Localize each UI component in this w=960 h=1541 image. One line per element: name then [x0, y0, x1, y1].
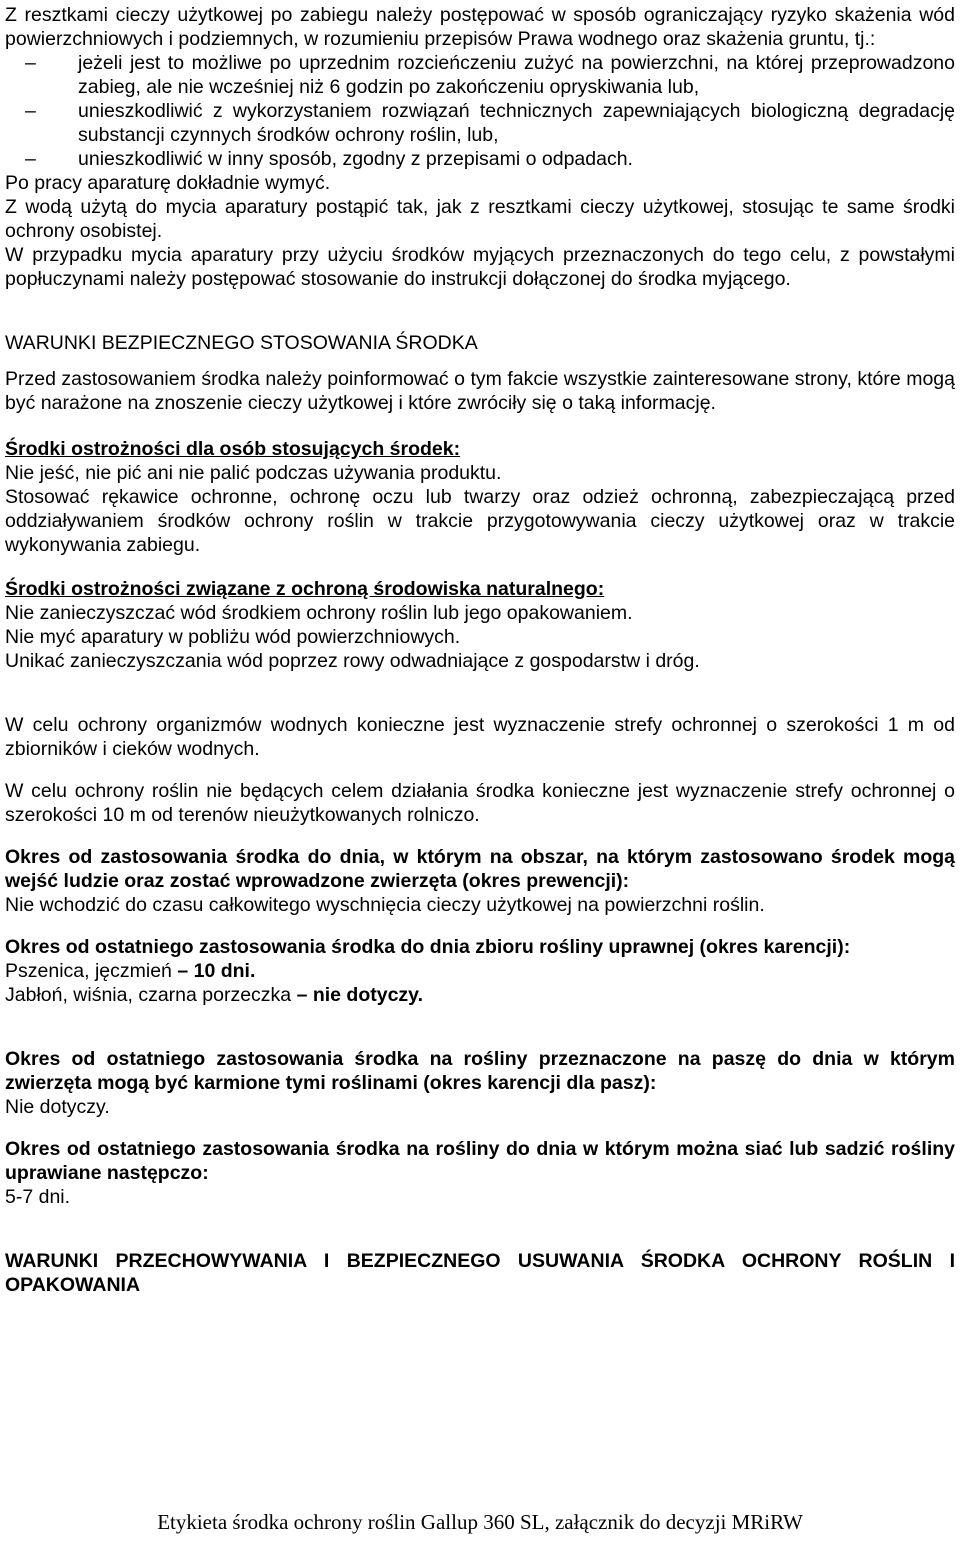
- page-footer: Etykieta środka ochrony roślin Gallup 360 SL, załącznik do decyzji MRiRW: [157, 1510, 803, 1534]
- wash-water-text: Z wodą użytą do mycia aparatury postąpić tak, jak z resztkami cieczy użytkowej, stosując te same środki ochrony osobistej.: [5, 196, 955, 242]
- reentry-text: Nie wchodzić do czasu całkowitego wyschnięcia cieczy użytkowej na powierzchni roślin.: [5, 894, 765, 916]
- harvest-value: 10 dni.: [193, 960, 256, 982]
- user-precautions-heading: Środki ostrożności dla osób stosujących środek:: [5, 438, 461, 460]
- harvest-dash: –: [177, 960, 194, 982]
- harvest-dash: –: [296, 984, 313, 1006]
- label-document: [5, 3, 955, 1297]
- dash-bullet: –: [25, 100, 36, 122]
- harvest-interval-heading: Okres od ostatniego zastosowania środka do dnia zbioru rośliny uprawnej (okres karencji):: [5, 936, 851, 958]
- env-precaution-item: Nie zanieczyszczać wód środkiem ochrony roślin lub jego opakowaniem.: [5, 602, 633, 624]
- harvest-row: [5, 983, 955, 1007]
- inform-text: Przed zastosowaniem środka należy poinformować o tym fakcie wszystkie zainteresowane strony, które mogą być narażone na znoszenie cieczy użytkowej i które zwróciły się o taką informację.: [5, 368, 955, 414]
- harvest-crop: Pszenica, jęczmień: [5, 960, 178, 982]
- residue-intro: Z resztkami cieczy użytkowej po zabiegu należy postępować w sposób ograniczający ryzyko skażenia wód powierzchniowych i podziemnych, w rozumieniu przepisów Prawa wodnego oraz skażenia gruntu, tj.:: [5, 4, 955, 50]
- user-precaution-item: Nie jeść, nie pić ani nie palić podczas używania produktu.: [5, 462, 502, 484]
- env-precautions-heading: Środki ostrożności związane z ochroną środowiska naturalnego:: [5, 578, 605, 600]
- wash-agents-text: W przypadku mycia aparatury przy użyciu środków myjących przeznaczonych do tego celu, z powstałymi popłuczynami należy postępować stosowanie do instrukcji dołączonej do środka myjącego.: [5, 244, 955, 290]
- buffer-aquatic-text: W celu ochrony organizmów wodnych konieczne jest wyznaczenie strefy ochronnej o szerokości 1 m od zbiorników i cieków wodnych.: [5, 714, 955, 760]
- harvest-value: nie dotyczy.: [312, 984, 423, 1006]
- buffer-plants-text: W celu ochrony roślin nie będących celem działania środka konieczne jest wyznaczenie strefy ochronnej o szerokości 10 m od terenów nieużytkowanych rolniczo.: [5, 780, 955, 826]
- residue-option-text: unieszkodliwić w inny sposób, zgodny z przepisami o odpadach.: [78, 148, 633, 170]
- feed-interval-text: Nie dotyczy.: [5, 1096, 110, 1118]
- succession-heading: Okres od ostatniego zastosowania środka na rośliny do dnia w którym można siać lub sadzić rośliny uprawiane następczo:: [5, 1138, 955, 1184]
- dash-bullet: –: [25, 148, 36, 170]
- dash-bullet: –: [25, 52, 36, 74]
- env-precaution-item: Unikać zanieczyszczania wód poprzez rowy odwadniające z gospodarstw i dróg.: [5, 650, 700, 672]
- residue-option: [5, 99, 955, 147]
- residue-option: [5, 51, 955, 99]
- harvest-crop: Jabłoń, wiśnia, czarna porzeczka: [5, 984, 297, 1006]
- storage-heading: WARUNKI PRZECHOWYWANIA I BEZPIECZNEGO USUWANIA ŚRODKA OCHRONY ROŚLIN I OPAKOWANIA: [5, 1250, 955, 1296]
- reentry-heading: Okres od zastosowania środka do dnia, w którym na obszar, na którym zastosowano środek mogą wejść ludzie oraz zostać wprowadzone zwierzęta (okres prewencji):: [5, 846, 955, 892]
- residue-option-text: jeżeli jest to możliwe po uprzednim rozcieńczeniu zużyć na powierzchni, na której przeprowadzono zabieg, ale nie wcześniej niż 6 godzin po zakończeniu opryskiwania lub,: [78, 52, 955, 98]
- residue-options-list: [5, 51, 955, 171]
- feed-interval-heading: Okres od ostatniego zastosowania środka na rośliny przeznaczone na paszę do dnia w którym zwierzęta mogą być karmione tymi roślinami (okres karencji dla pasz):: [5, 1048, 955, 1094]
- env-precaution-item: Nie myć aparatury w pobliżu wód powierzchniowych.: [5, 626, 461, 648]
- safe-use-heading: WARUNKI BEZPIECZNEGO STOSOWANIA ŚRODKA: [5, 332, 478, 354]
- residue-option-text: unieszkodliwić z wykorzystaniem rozwiązań technicznych zapewniających biologiczną degradację substancji czynnych środków ochrony roślin, lub,: [78, 100, 955, 146]
- succession-text: 5-7 dni.: [5, 1186, 71, 1208]
- after-use-text: Po pracy aparaturę dokładnie wymyć.: [5, 172, 331, 194]
- residue-option: [5, 147, 955, 171]
- harvest-row: [5, 959, 955, 983]
- user-precaution-item: Stosować rękawice ochronne, ochronę oczu lub twarzy oraz odzież ochronną, zabezpieczającą przed oddziaływaniem środków ochrony roślin w trakcie przygotowywania cieczy użytkowej oraz w trakcie wykonywania zabiegu.: [5, 486, 955, 556]
